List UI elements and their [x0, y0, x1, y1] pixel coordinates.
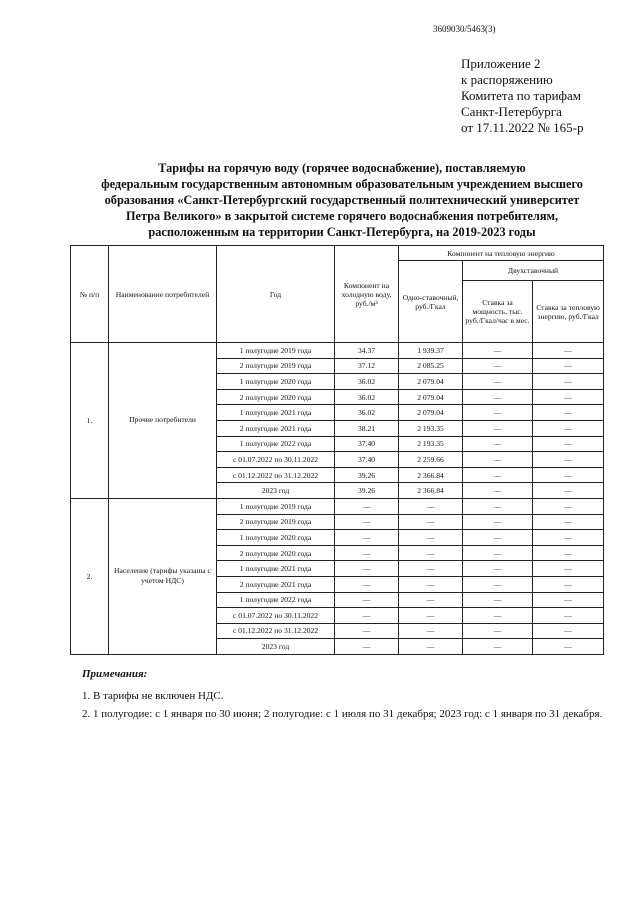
- capacity-rate-cell: —: [463, 343, 533, 359]
- energy-rate-cell: —: [533, 623, 604, 639]
- period-cell: 1 полугодие 2020 года: [217, 530, 335, 546]
- energy-rate-cell: —: [533, 389, 604, 405]
- one-rate-cell: 2 366.84: [399, 467, 463, 483]
- period-cell: 1 полугодие 2021 года: [217, 405, 335, 421]
- energy-rate-cell: —: [533, 592, 604, 608]
- one-rate-cell: 2 079.04: [399, 374, 463, 390]
- one-rate-cell: 2 193.35: [399, 420, 463, 436]
- header-capacity-rate: Ставка за мощность, тыс. руб./Гкал/час в мес.: [463, 281, 533, 343]
- note-item: 1. В тарифы не включен НДС.: [82, 690, 224, 702]
- header-two-rate: Двухставочный: [463, 261, 604, 281]
- title-line: федеральным государственным автономным образовательным учреждением высшего: [101, 177, 583, 191]
- table-row: [71, 498, 604, 514]
- period-cell: с 01.12.2022 по 31.12.2022: [217, 467, 335, 483]
- notes-title: Примечания:: [82, 668, 148, 680]
- capacity-rate-cell: —: [463, 623, 533, 639]
- period-cell: 1 полугодие 2020 года: [217, 374, 335, 390]
- capacity-rate-cell: —: [463, 452, 533, 468]
- cold-water-cell: —: [335, 530, 399, 546]
- capacity-rate-cell: —: [463, 483, 533, 499]
- document-number: 3609030/5463(3): [433, 24, 496, 34]
- period-cell: 2 полугодие 2020 года: [217, 545, 335, 561]
- capacity-rate-cell: —: [463, 576, 533, 592]
- capacity-rate-cell: —: [463, 467, 533, 483]
- one-rate-cell: —: [399, 608, 463, 624]
- energy-rate-cell: —: [533, 545, 604, 561]
- cold-water-cell: 39.26: [335, 467, 399, 483]
- cold-water-cell: —: [335, 514, 399, 530]
- period-cell: 2023 год: [217, 483, 335, 499]
- tariff-table: [70, 245, 604, 655]
- header-one-rate: Одно-ставочный, руб./Гкал: [399, 261, 463, 343]
- cold-water-cell: 37.40: [335, 452, 399, 468]
- capacity-rate-cell: —: [463, 545, 533, 561]
- consumer-name: Прочие потребители: [109, 343, 217, 499]
- capacity-rate-cell: —: [463, 389, 533, 405]
- capacity-rate-cell: —: [463, 608, 533, 624]
- one-rate-cell: —: [399, 530, 463, 546]
- table-row: [71, 343, 604, 359]
- one-rate-cell: —: [399, 498, 463, 514]
- one-rate-cell: 2 079.04: [399, 405, 463, 421]
- header-consumer: Наименование потребителей: [109, 246, 217, 343]
- capacity-rate-cell: —: [463, 514, 533, 530]
- one-rate-cell: —: [399, 623, 463, 639]
- cold-water-cell: 34.37: [335, 343, 399, 359]
- period-cell: 1 полугодие 2019 года: [217, 343, 335, 359]
- energy-rate-cell: —: [533, 420, 604, 436]
- period-cell: 1 полугодие 2022 года: [217, 592, 335, 608]
- cold-water-cell: 36.02: [335, 389, 399, 405]
- capacity-rate-cell: —: [463, 358, 533, 374]
- title-line: образования «Санкт-Петербургский государственный политехнический университет: [104, 193, 580, 207]
- row-number: 1.: [71, 343, 109, 499]
- energy-rate-cell: —: [533, 405, 604, 421]
- one-rate-cell: 2 259.66: [399, 452, 463, 468]
- header-year: Год: [217, 246, 335, 343]
- period-cell: 2 полугодие 2019 года: [217, 514, 335, 530]
- period-cell: с 01.07.2022 по 30.11.2022: [217, 608, 335, 624]
- appendix-line: Санкт-Петербурга: [461, 104, 562, 119]
- energy-rate-cell: —: [533, 358, 604, 374]
- energy-rate-cell: —: [533, 530, 604, 546]
- energy-rate-cell: —: [533, 514, 604, 530]
- energy-rate-cell: —: [533, 343, 604, 359]
- period-cell: 2 полугодие 2020 года: [217, 389, 335, 405]
- title-line: Тарифы на горячую воду (горячее водоснабжение), поставляемую: [158, 161, 526, 175]
- capacity-rate-cell: —: [463, 420, 533, 436]
- one-rate-cell: —: [399, 514, 463, 530]
- energy-rate-cell: —: [533, 608, 604, 624]
- energy-rate-cell: —: [533, 374, 604, 390]
- one-rate-cell: —: [399, 576, 463, 592]
- period-cell: 1 полугодие 2022 года: [217, 436, 335, 452]
- header-cold-water: Компонент на холодную воду, руб./м³: [335, 246, 399, 343]
- table-body: [71, 343, 604, 655]
- one-rate-cell: —: [399, 592, 463, 608]
- capacity-rate-cell: —: [463, 374, 533, 390]
- cold-water-cell: —: [335, 498, 399, 514]
- period-cell: 1 полугодие 2021 года: [217, 561, 335, 577]
- header-energy-rate: Ставка за тепловую энергию, руб./Гкал: [533, 281, 604, 343]
- appendix-line: к распоряжению: [461, 72, 553, 87]
- cold-water-cell: 37.12: [335, 358, 399, 374]
- period-cell: 2 полугодие 2021 года: [217, 576, 335, 592]
- capacity-rate-cell: —: [463, 561, 533, 577]
- title-line: расположенным на территории Санкт-Петербурга, на 2019-2023 годы: [148, 225, 536, 239]
- cold-water-cell: 39.26: [335, 483, 399, 499]
- one-rate-cell: —: [399, 545, 463, 561]
- row-number: 2.: [71, 498, 109, 654]
- period-cell: 2 полугодие 2019 года: [217, 358, 335, 374]
- period-cell: 1 полугодие 2019 года: [217, 498, 335, 514]
- cold-water-cell: 37.40: [335, 436, 399, 452]
- appendix-line: от 17.11.2022 № 165-р: [461, 120, 584, 135]
- one-rate-cell: 1 939.37: [399, 343, 463, 359]
- cold-water-cell: —: [335, 576, 399, 592]
- note-item: 2. 1 полугодие: с 1 января по 30 июня; 2 полугодие: с 1 июля по 31 декабря; 2023 год: с 1 января по 31 декабря.: [82, 708, 603, 720]
- consumer-name: Население (тарифы указаны с учетом НДС): [109, 498, 217, 654]
- capacity-rate-cell: —: [463, 639, 533, 655]
- energy-rate-cell: —: [533, 639, 604, 655]
- energy-rate-cell: —: [533, 498, 604, 514]
- period-cell: 2 полугодие 2021 года: [217, 420, 335, 436]
- period-cell: с 01.12.2022 по 31.12.2022: [217, 623, 335, 639]
- one-rate-cell: 2 193.35: [399, 436, 463, 452]
- cold-water-cell: —: [335, 592, 399, 608]
- capacity-rate-cell: —: [463, 436, 533, 452]
- capacity-rate-cell: —: [463, 405, 533, 421]
- one-rate-cell: —: [399, 561, 463, 577]
- energy-rate-cell: —: [533, 467, 604, 483]
- cold-water-cell: —: [335, 639, 399, 655]
- cold-water-cell: —: [335, 545, 399, 561]
- energy-rate-cell: —: [533, 561, 604, 577]
- cold-water-cell: 38.21: [335, 420, 399, 436]
- one-rate-cell: 2 079.04: [399, 389, 463, 405]
- cold-water-cell: 36.02: [335, 405, 399, 421]
- energy-rate-cell: —: [533, 436, 604, 452]
- header-heat-energy: Компонент на тепловую энергию: [399, 246, 604, 261]
- document-title: [82, 160, 602, 240]
- capacity-rate-cell: —: [463, 498, 533, 514]
- one-rate-cell: 2 085.25: [399, 358, 463, 374]
- cold-water-cell: —: [335, 608, 399, 624]
- one-rate-cell: 2 366.84: [399, 483, 463, 499]
- period-cell: 2023 год: [217, 639, 335, 655]
- energy-rate-cell: —: [533, 452, 604, 468]
- energy-rate-cell: —: [533, 483, 604, 499]
- energy-rate-cell: —: [533, 576, 604, 592]
- cold-water-cell: —: [335, 623, 399, 639]
- header-num: № п/п: [71, 246, 109, 343]
- cold-water-cell: —: [335, 561, 399, 577]
- appendix-line: Комитета по тарифам: [461, 88, 581, 103]
- appendix-line: Приложение 2: [461, 56, 541, 71]
- appendix-block: [461, 56, 584, 136]
- capacity-rate-cell: —: [463, 530, 533, 546]
- cold-water-cell: 36.02: [335, 374, 399, 390]
- title-line: Петра Великого» в закрытой системе горячего водоснабжения потребителям,: [125, 209, 559, 223]
- period-cell: с 01.07.2022 по 30.11.2022: [217, 452, 335, 468]
- one-rate-cell: —: [399, 639, 463, 655]
- capacity-rate-cell: —: [463, 592, 533, 608]
